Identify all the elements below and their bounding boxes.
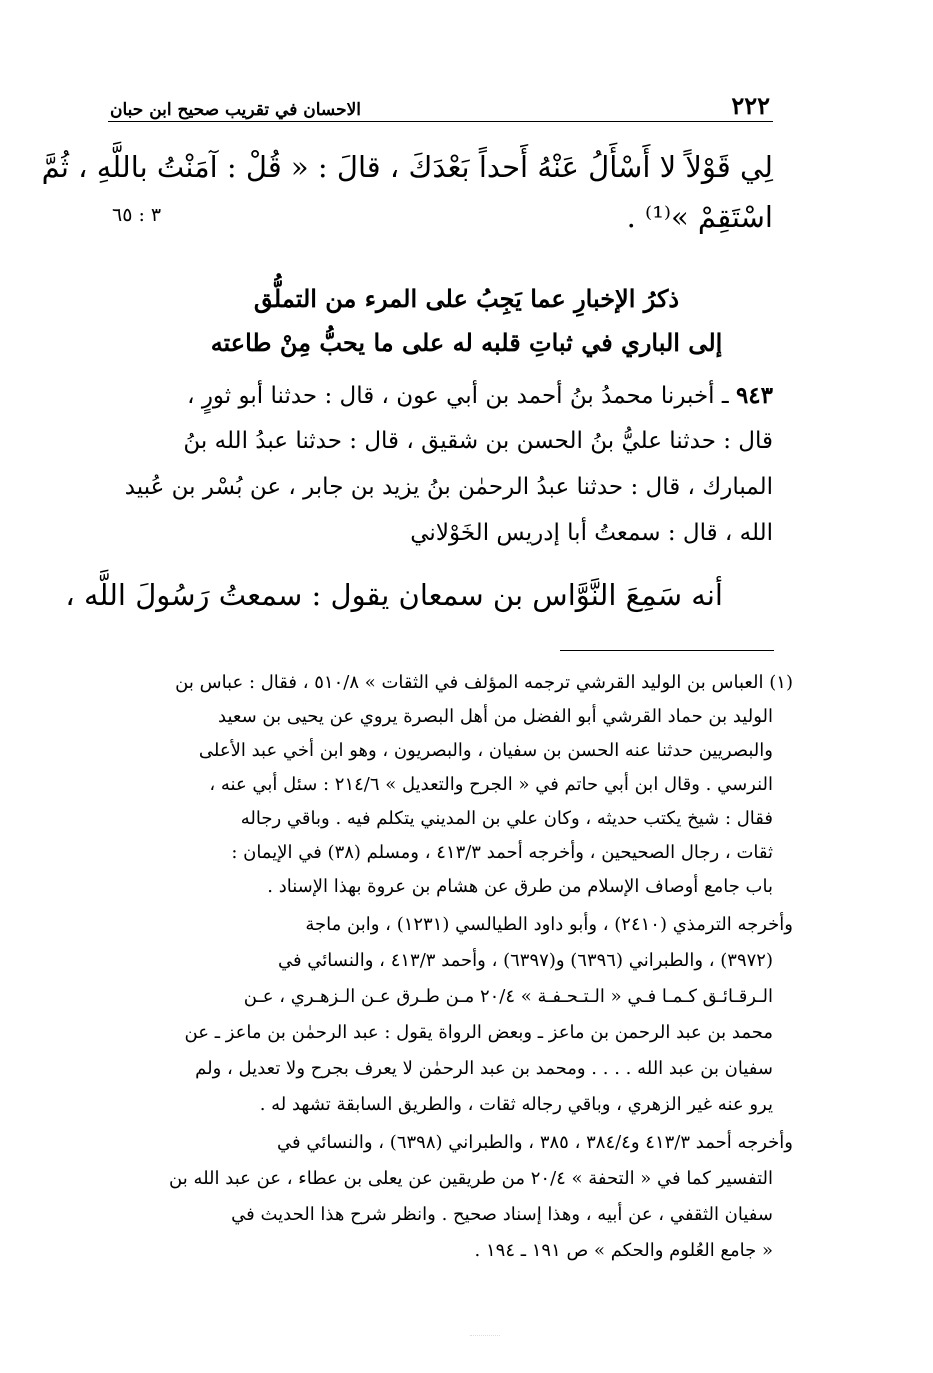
footnote-line: باب جامع أوصاف الإسلام من طرق عن هشام بن عروة بهذا الإسناد . — [267, 876, 773, 897]
footnote-line: سفيان الثقفي ، عن أبيه ، وهذا إسناد صحيح . وانظر شرح هذا الحديث في — [231, 1204, 773, 1225]
isnad-line: قال : حدثنا عليُّ بنُ الحسن بن شقيق ، قال : حدثنا عبدُ الله بنُ — [183, 428, 773, 454]
footnote-line: التفسير كما في « التحفة » ٢٠/٤ من طريقين عن يعلى بن عطاء ، عن عبد الله بن — [169, 1168, 773, 1189]
chapter-heading-line: إلى الباري في ثباتِ قلبه له على ما يحبُّ مِنْ طاعته — [210, 328, 723, 357]
isnad-line: الله ، قال : سمعتُ أبا إدريس الخَوْلاني — [410, 520, 773, 546]
quran-reference: ٣ : ٦٥ — [112, 204, 162, 226]
footnote-line: فقال : شيخ يكتب حديثه ، وكان علي بن المديني يتكلم فيه . وباقي رجاله — [240, 808, 773, 829]
page-number: ٢٢٢ — [731, 91, 770, 120]
footnote-line: الوليد بن حماد القرشي أبو الفضل من أهل البصرة يروي عن يحيى بن سعيد — [218, 706, 773, 727]
footnote-line: يرو عنه غير الزهري ، وباقي رجاله ثقات ، والطريق السابقة تشهد له . — [259, 1094, 773, 1115]
chapter-heading-line: ذكرُ الإخبارِ عما يَجِبُ على المرء من التملُّق — [253, 284, 680, 313]
isnad-line: المبارك ، قال : حدثنا عبدُ الرحمٰن بنُ يزيد بن جابر ، عن بُسْر بن عُبيد — [124, 474, 773, 500]
scan-speck — [470, 1335, 500, 1342]
footnote-line: الـرقـائـق كـمـا فـي « الـتـحـفـة » ٢٠/٤ مـن طـرق عـن الـزهـري ، عـن — [243, 986, 773, 1007]
text-line: اسْتَقِمْ »⁽¹⁾ . — [626, 200, 773, 234]
footnote-line: محمد بن عبد الرحمن بن ماعز ـ وبعض الرواة يقول : عبد الرحمٰن بن ماعز ـ عن — [184, 1022, 773, 1043]
text-line: لِي قَوْلاً لا أَسْأَلُ عَنْهُ أَحداً بَعْدَكَ ، قالَ : « قُلْ : آمَنْتُ باللَّهِ ، ثُمَّ — [41, 150, 773, 184]
isnad-text: ـ أخبرنا محمدُ بنُ أحمد بن أبي عون ، قال : حدثنا أبو ثورٍ ، — [187, 383, 729, 409]
footnote-line: (١) العباس بن الوليد القرشي ترجمه المؤلف في الثقات » ٥١٠/٨ ، فقال : عباس بن — [175, 672, 793, 693]
hadith-number: ٩٤٣ — [735, 382, 773, 409]
footnote-line: (٣٩٧٢) ، والطبراني (٦٣٩٦) و(٦٣٩٧) ، وأحمد ٤١٣/٣ ، والنسائي في — [277, 950, 773, 971]
footnote-line: ثقات ، رجال الصحيحين ، وأخرجه أحمد ٤١٣/٣ ، ومسلم (٣٨) في الإيمان : — [231, 842, 773, 863]
footnote-line: وأخرجه الترمذي (٢٤١٠) ، وأبو داود الطيالسي (١٢٣١) ، وابن ماجة — [305, 914, 793, 935]
running-title: الاحسان في تقريب صحيح ابن حبان — [110, 100, 361, 120]
header-rule — [108, 121, 773, 122]
footnote-line: سفيان بن عبد الله . . . . ومحمد بن عبد الرحمٰن لا يعرف بجرح ولا تعديل ، ولم — [195, 1058, 773, 1079]
isnad-line — [110, 382, 773, 409]
footnote-line: « جامع العُلوم والحكم » ص ١٩١ ـ ١٩٤ . — [474, 1240, 773, 1261]
footnote-line: النرسي . وقال ابن أبي حاتم في « الجرح والتعديل » ٢١٤/٦ : سئل أبي عنه ، — [209, 774, 773, 795]
page-header — [110, 86, 770, 120]
footnote-rule — [560, 650, 774, 651]
footnote-line: وأخرجه أحمد ٤١٣/٣ و٣٨٤/٤ ، ٣٨٥ ، والطبراني (٦٣٩٨) ، والنسائي في — [277, 1132, 793, 1153]
matn-line: أنه سَمِعَ النَّوَّاس بن سمعان يقول : سمعتُ رَسُولَ اللَّه ، — [65, 578, 723, 612]
footnote-line: والبصريين حدثنا عنه الحسن بن سفيان ، والبصريون ، وهو ابن أخي عبد الأعلى — [198, 740, 773, 761]
